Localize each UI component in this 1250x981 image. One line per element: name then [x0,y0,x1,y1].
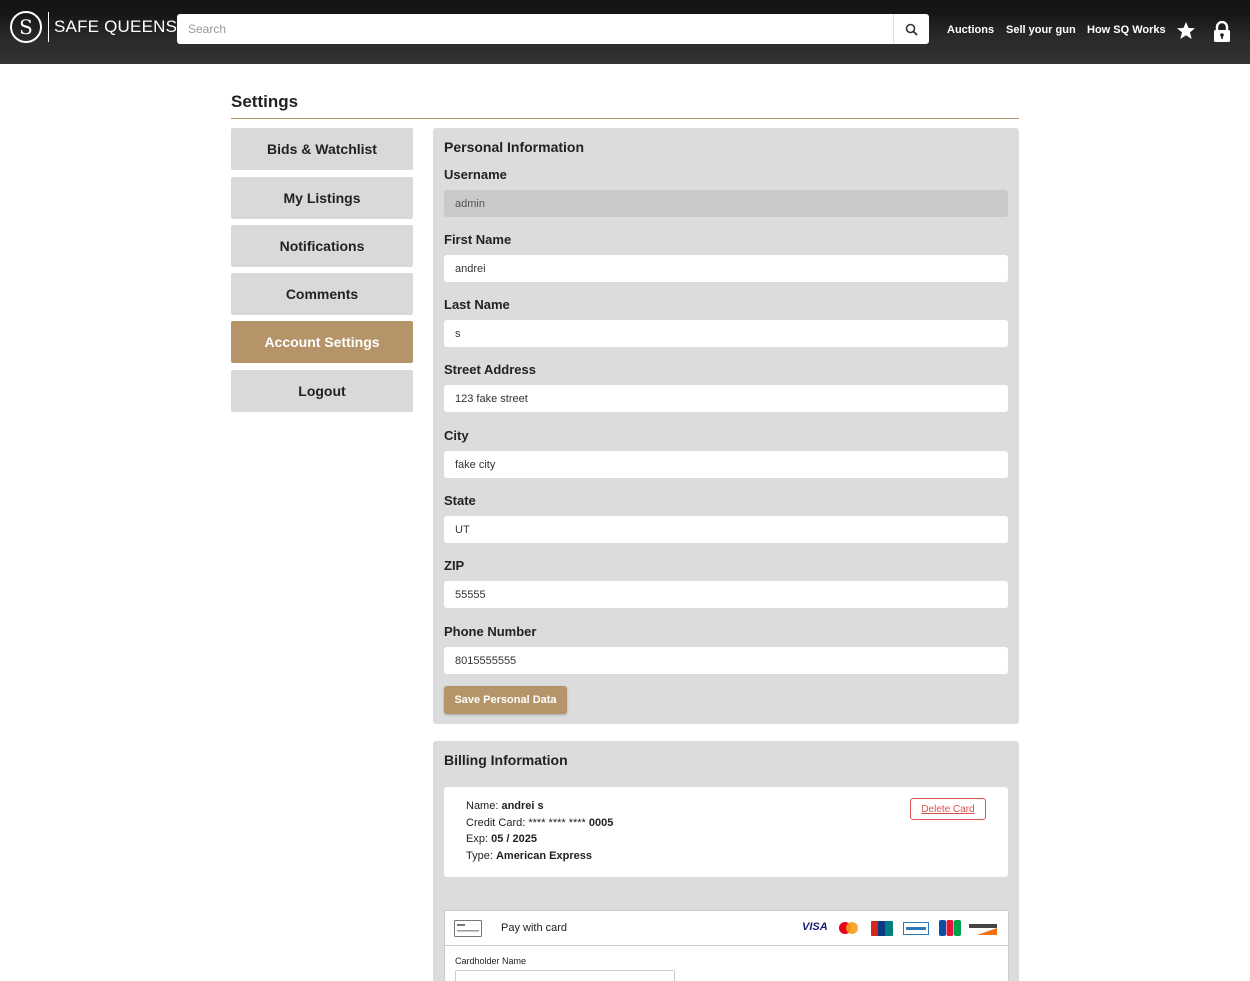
personal-information-panel [433,128,1019,724]
username-label: Username [444,167,507,182]
card-name-line [466,800,544,812]
card-exp-value: 05 / 2025 [491,833,537,845]
logo-divider [48,12,49,42]
state-label: State [444,493,476,508]
credit-card-icon [454,920,482,937]
pay-with-card-header [445,911,1008,946]
search-bar [177,14,929,44]
card-number-label: Credit Card: [466,817,526,829]
jcb-logo [939,920,961,936]
sidebar-item-account-settings[interactable]: Account Settings [231,321,413,363]
pay-with-card-label: Pay with card [501,922,568,934]
logo[interactable] [10,10,177,44]
top-navbar [0,0,1250,64]
search-input[interactable] [177,14,893,44]
phone-number-label: Phone Number [444,624,537,639]
nav-how-sq-works[interactable]: How SQ Works [1087,24,1166,36]
card-name-label: Name: [466,800,499,812]
discover-logo [969,922,997,935]
lock-icon[interactable] [1213,21,1231,43]
sidebar-item-logout[interactable]: Logout [231,370,413,412]
card-last4: 0005 [588,817,614,829]
state-field[interactable] [444,516,1008,543]
phone-number-field[interactable] [444,647,1008,674]
city-label: City [444,428,469,443]
cardholder-name-field[interactable] [455,970,675,981]
billing-information-title: Billing Information [444,752,568,768]
sidebar-item-bids-watchlist[interactable]: Bids & Watchlist [231,128,413,170]
delete-card-button[interactable]: Delete Card [910,798,986,820]
first-name-field[interactable] [444,255,1008,282]
nav-auctions[interactable]: Auctions [947,24,995,36]
search-icon [905,23,918,36]
saved-card [444,787,1008,877]
zip-label: ZIP [444,558,465,573]
sidebar-item-my-listings[interactable]: My Listings [231,177,413,219]
card-exp-label: Exp: [466,833,489,845]
star-icon[interactable] [1176,21,1196,41]
last-name-field[interactable] [444,320,1008,347]
amex-logo [903,922,929,935]
cardholder-name-label: Cardholder Name [455,956,527,966]
pay-with-card-form [444,910,1009,981]
card-type-label: Type: [466,850,493,862]
last-name-label: Last Name [444,297,510,312]
nav-sell-your-gun[interactable]: Sell your gun [1006,24,1076,36]
title-divider [231,118,1019,119]
page-title: Settings [231,92,299,111]
card-type-line [466,850,592,862]
sidebar-item-notifications[interactable]: Notifications [231,225,413,267]
logo-mark: S [10,11,42,43]
logo-text: SAFE QUEENS [54,17,178,36]
card-number-mask: **** **** **** [528,817,586,829]
card-type-value: American Express [495,850,592,862]
street-address-field[interactable] [444,385,1008,412]
city-field[interactable] [444,451,1008,478]
visa-logo: VISA [802,921,828,933]
first-name-label: First Name [444,232,512,247]
save-personal-data-button[interactable]: Save Personal Data [444,686,567,714]
personal-information-title: Personal Information [444,139,585,155]
username-field [444,190,1008,217]
unionpay-logo [871,921,893,936]
zip-field[interactable] [444,581,1008,608]
mastercard-logo [838,921,860,936]
card-exp-line [466,833,537,845]
sidebar-item-comments[interactable]: Comments [231,273,413,315]
billing-information-panel [433,741,1019,981]
street-address-label: Street Address [444,362,536,377]
card-name-value: andrei s [501,800,544,812]
search-button[interactable] [893,14,929,44]
card-number-line [466,817,613,829]
